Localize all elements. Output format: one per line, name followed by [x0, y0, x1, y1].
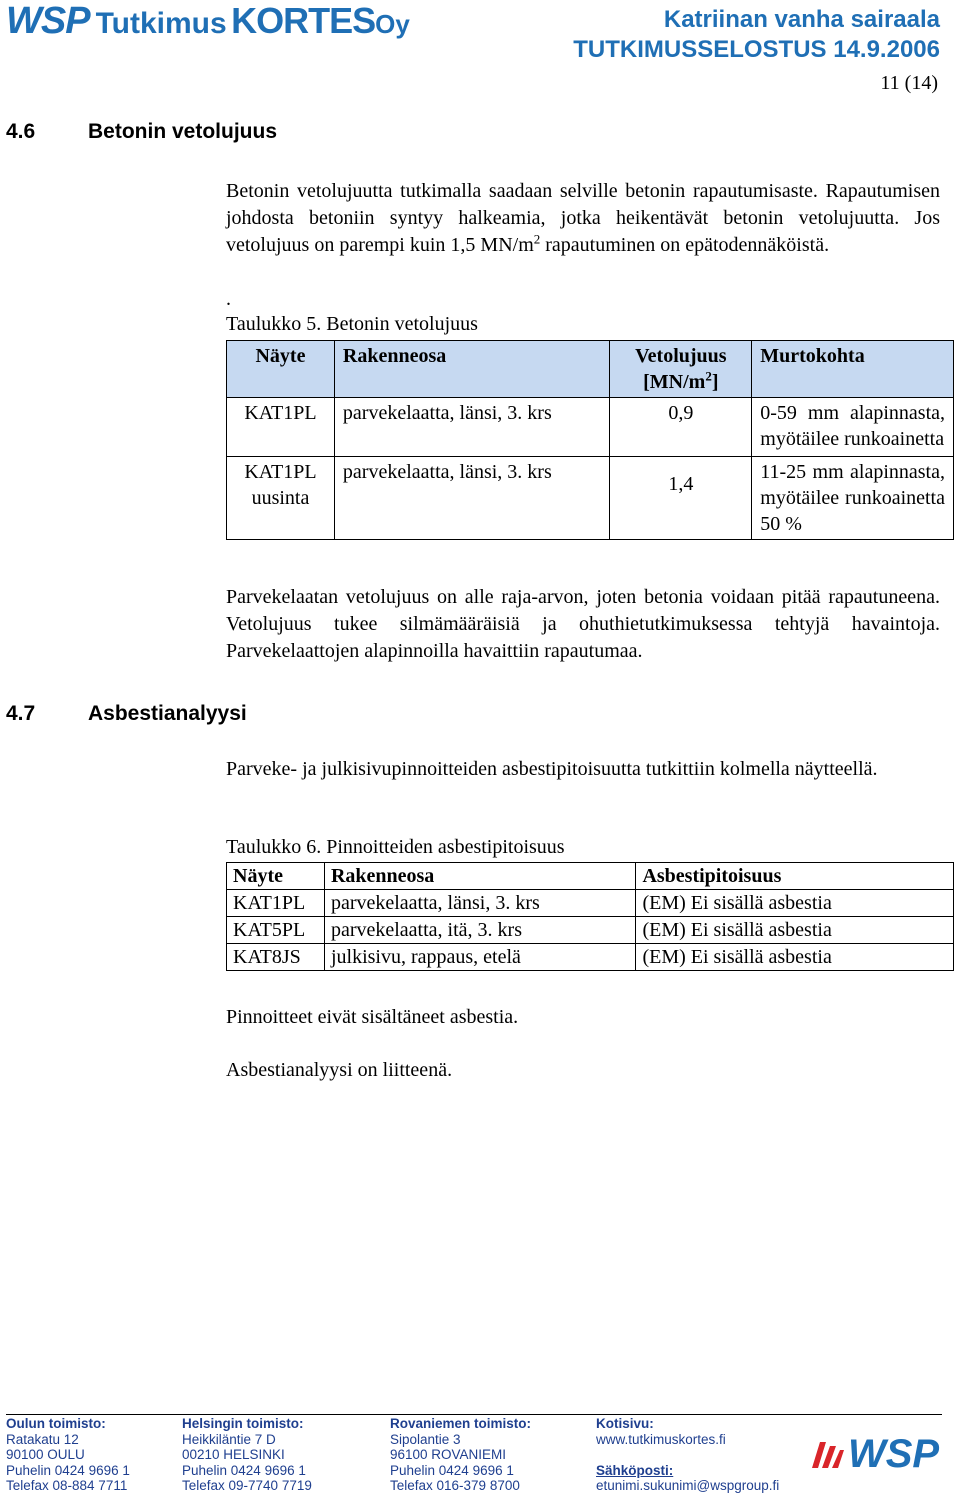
table-5-caption: Taulukko 5. Betonin vetolujuus [226, 313, 478, 335]
header-part: Rakenneosa [334, 341, 609, 398]
footer-divider [6, 1414, 942, 1415]
project-title: Katriinan vanha sairaala [663, 6, 940, 33]
cell-part: parvekelaatta, länsi, 3. krs [334, 457, 609, 540]
paragraph-tensile-intro: Betonin vetolujuutta tutkimalla saadaan selville betonin rapautumisaste. Rapautumisen johdosta betoniin syntyy halkeamia, jotka heikentävät betonin vetolujuutta. Jos vetolujuus on parempi kuin 1,5 $MN/m^2$ rapautuminen on epätodennäköistä. [226, 180, 940, 256]
cell-sample: KAT1PL uusinta [227, 457, 335, 540]
paragraph-asbestos-intro: Parveke- ja julkisivupinnoitteiden asbestipitoisuutta tutkittiin kolmella näytteellä. [226, 758, 878, 780]
table-asbestos [226, 862, 954, 971]
company-logo [6, 0, 410, 40]
table-header-row [227, 341, 954, 398]
section-heading-4-6 [6, 120, 277, 144]
report-title: TUTKIMUSSELOSTUS 14.9.2006 [573, 36, 940, 63]
cell-part: julkisivu, rappaus, etelä [324, 944, 635, 971]
cell-part: parvekelaatta, itä, 3. krs [324, 917, 635, 944]
header-break-point: Murtokohta [752, 341, 954, 398]
cell-break-point: 11-25 mm alapinnasta, myötäilee runkoainetta 50 % [752, 457, 954, 540]
website-link[interactable]: www.tutkimuskortes.fi [596, 1431, 726, 1447]
footer-wsp-logo: WSP [810, 1432, 939, 1477]
cell-value: 0,9 [610, 398, 752, 457]
cell-asbestos: (EM) Ei sisällä asbestia [636, 917, 954, 944]
section-heading-4-7 [6, 702, 247, 726]
paragraph-asbestos-result: Pinnoitteet eivät sisältäneet asbestia. [226, 1006, 519, 1028]
logo-kortes: KORTES [231, 0, 376, 41]
wsp-mark-icon [810, 1432, 846, 1472]
separator-dot: . [226, 288, 231, 310]
cell-break-point: 0-59 mm alapinnasta, myötäilee runkoainetta [752, 398, 954, 457]
cell-asbestos: (EM) Ei sisällä asbestia [636, 890, 954, 917]
paragraph-tensile-conclusion: Parvekelaatan vetolujuus on alle raja-arvon, joten betonia voidaan pitää rapautuneena. Vetolujuus tukee silmämääräisiä ja ohuthietutkimuksessa tehtyjä havaintoja. Parvekelaattojen alapinnoilla havaittiin rapautumaa. [226, 586, 940, 662]
table-row [227, 457, 954, 540]
section-number: 4.7 [6, 702, 36, 725]
paragraph-asbestos-attachment: Asbestianalyysi on liitteenä. [226, 1059, 453, 1081]
cell-sample: KAT1PL [227, 890, 325, 917]
email-link[interactable]: etunimi.sukunimi@wspgroup.fi [596, 1478, 780, 1493]
logo-wsp: WSP [6, 0, 90, 42]
footer-helsinki-office: Helsingin toimisto: Heikkiläntie 7 D 00210 HELSINKI Puhelin 0424 9696 1 Telefax 09-7740 7719 [182, 1416, 312, 1493]
header-strength: Vetolujuus $[MN/m^2]$ [610, 341, 752, 398]
footer-oulu-office: Oulun toimisto: Ratakatu 12 90100 OULU Puhelin 0424 9696 1 Telefax 08-884 7711 [6, 1416, 130, 1493]
cell-sample: KAT5PL [227, 917, 325, 944]
footer-web: Kotisivu: www.tutkimuskortes.fi Sähköposti: etunimi.sukunimi@wspgroup.fi [596, 1416, 780, 1493]
table-tensile-strength [226, 340, 954, 540]
page-number: 11 (14) [880, 72, 938, 94]
header-sample: Näyte [227, 341, 335, 398]
header-asbestos: Asbestipitoisuus [636, 863, 954, 890]
header-part: Rakenneosa [324, 863, 635, 890]
cell-sample: KAT8JS [227, 944, 325, 971]
cell-sample: KAT1PL [227, 398, 335, 457]
section-title: Asbestianalyysi [88, 702, 247, 725]
cell-part: parvekelaatta, länsi, 3. krs [334, 398, 609, 457]
section-title: Betonin vetolujuus [88, 120, 277, 143]
table-row [227, 398, 954, 457]
header-sample: Näyte [227, 863, 325, 890]
table-6-caption: Taulukko 6. Pinnoitteiden asbestipitoisuus [226, 836, 565, 858]
logo-tutkimus: Tutkimus [95, 7, 227, 40]
logo-oy: Oy [375, 9, 410, 39]
table-header-row [227, 863, 954, 890]
table-row [227, 890, 954, 917]
table-row [227, 917, 954, 944]
footer-rovaniemi-office: Rovaniemen toimisto: Sipolantie 3 96100 ROVANIEMI Puhelin 0424 9696 1 Telefax 016-379 8700 [390, 1416, 532, 1493]
table-row [227, 944, 954, 971]
cell-value: 1,4 [610, 457, 752, 540]
section-number: 4.6 [6, 120, 36, 143]
cell-part: parvekelaatta, länsi, 3. krs [324, 890, 635, 917]
cell-asbestos: (EM) Ei sisällä asbestia [636, 944, 954, 971]
